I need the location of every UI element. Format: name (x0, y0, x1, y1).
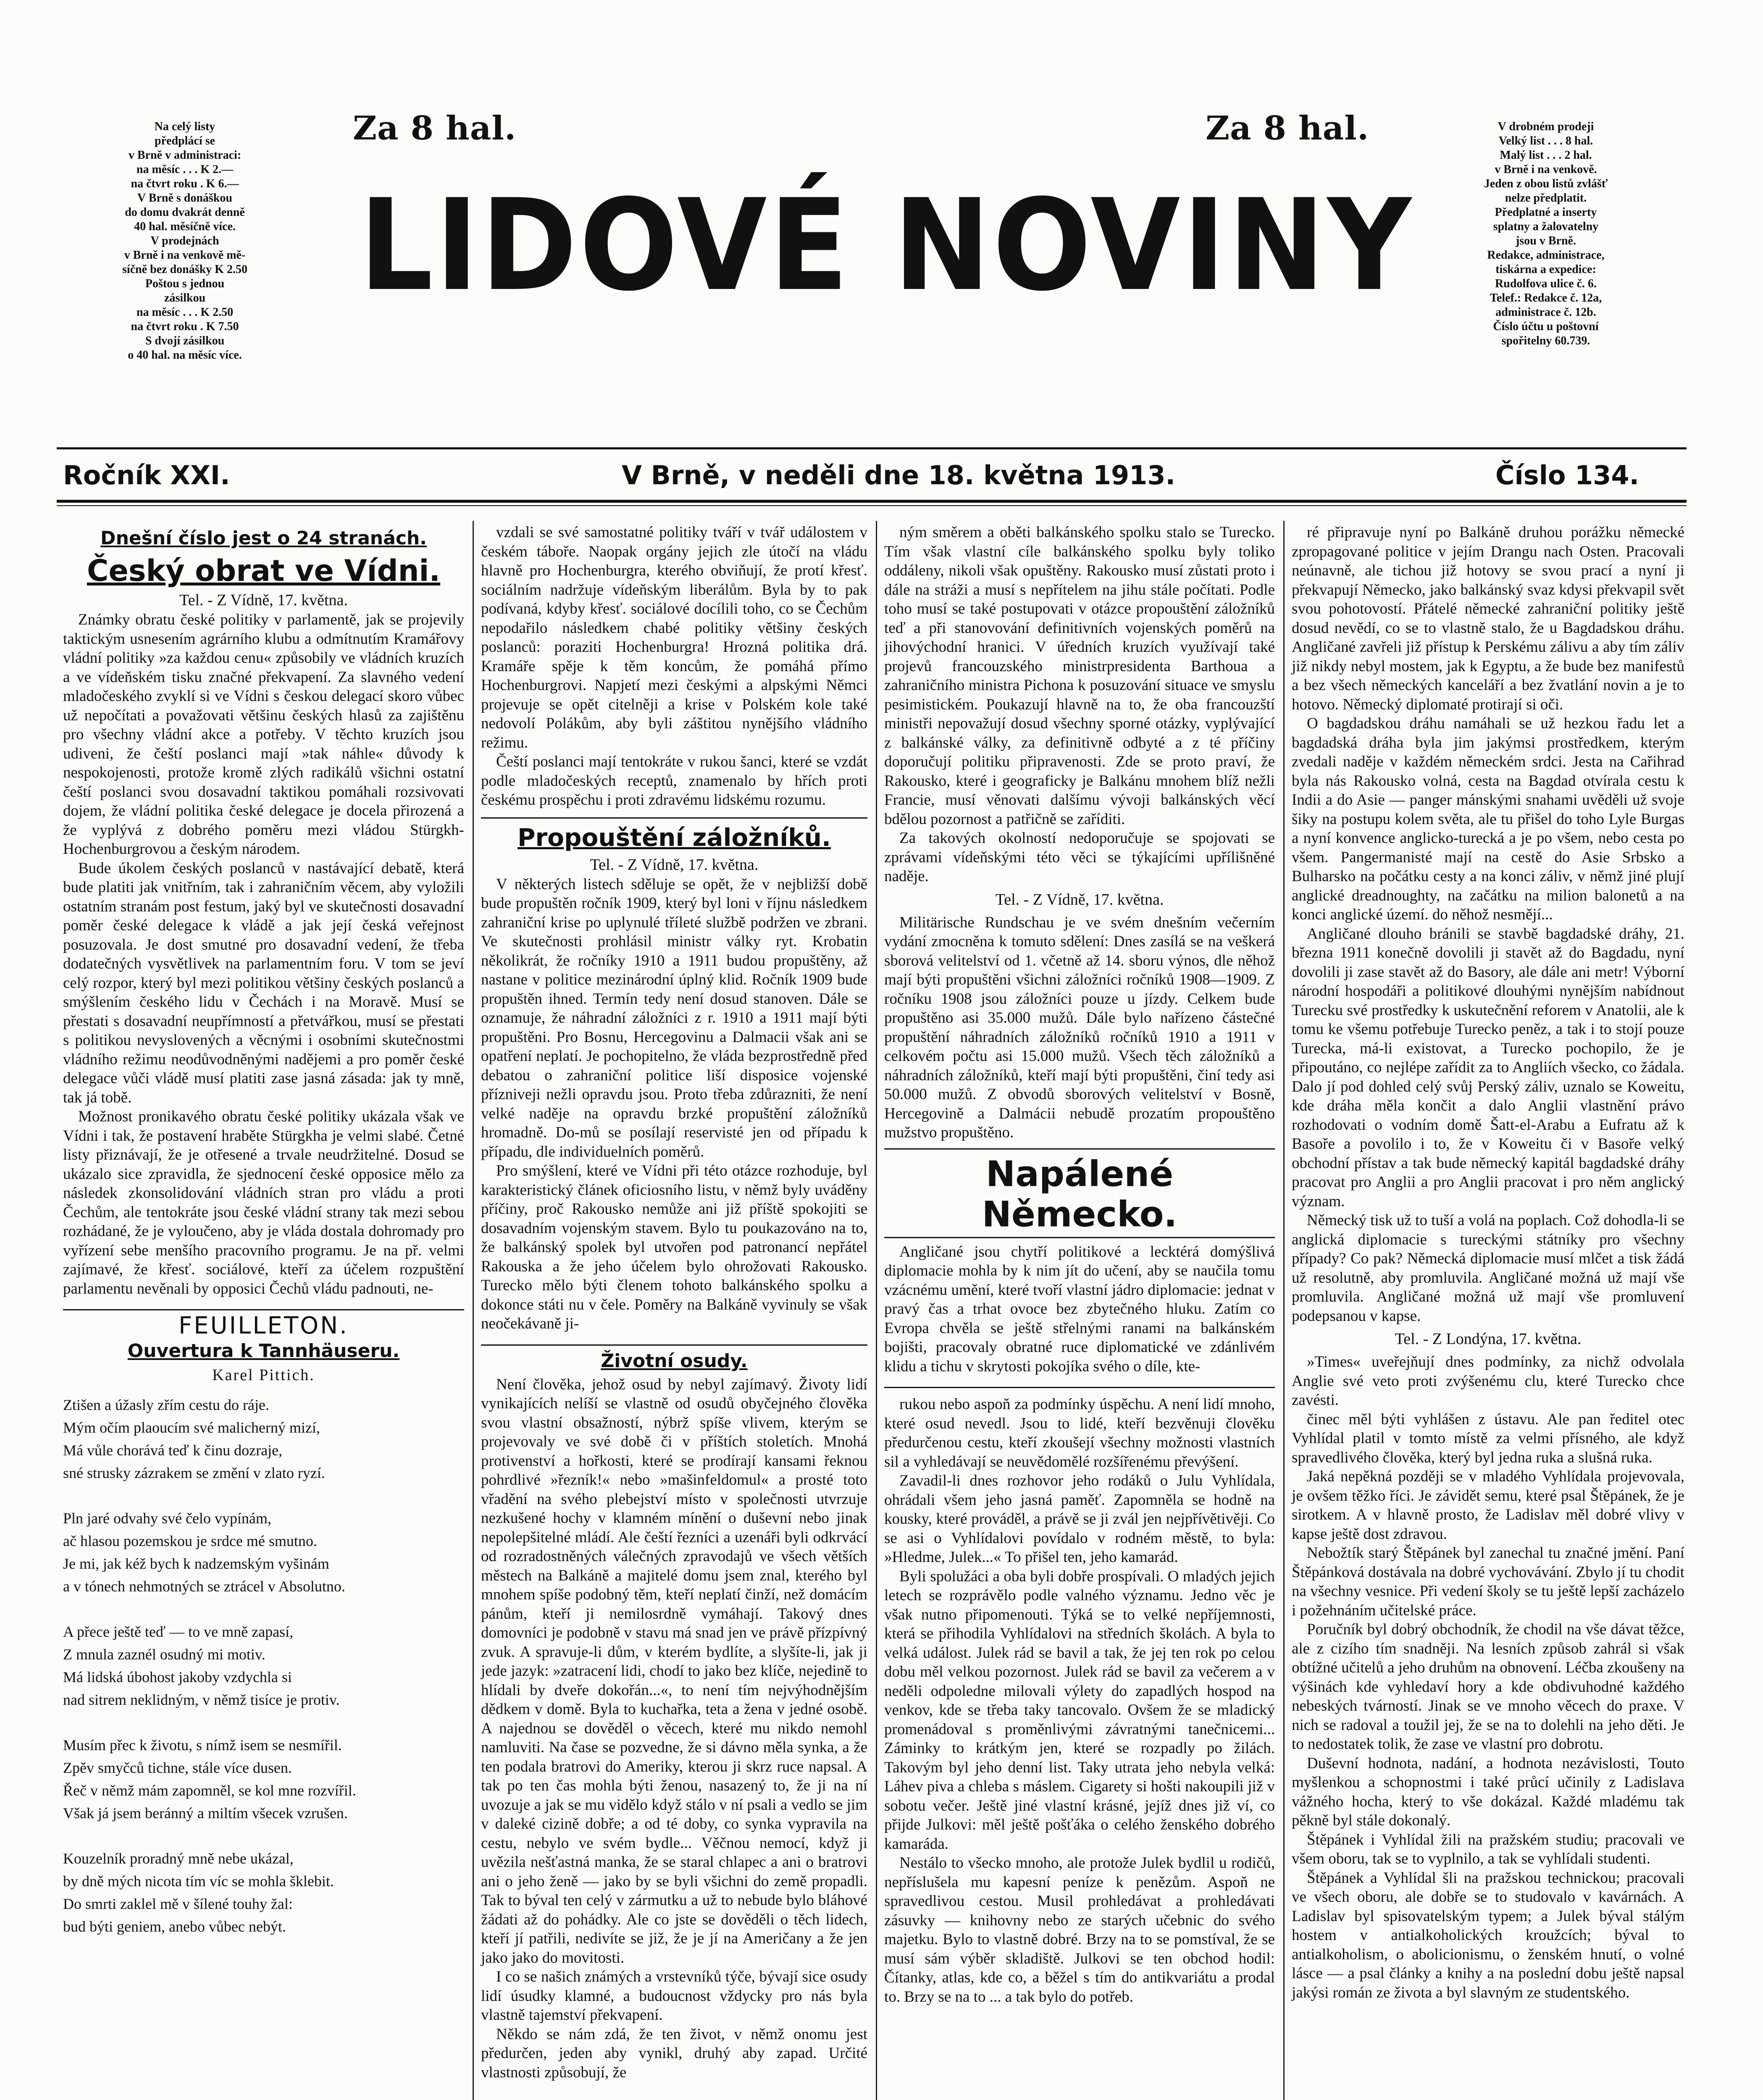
dateline: V Brně, v neděli dne 18. května 1913. (622, 460, 1176, 491)
article-heading-napalene-nemecko: Napálené Německo. (982, 1153, 1177, 1235)
column-rule (876, 521, 877, 2100)
subscription-line: V Brně s donáškou (137, 192, 232, 205)
subscription-info (63, 120, 307, 362)
paragraph: Poručník byl dobrý obchodník, že chodil na vše dávat těžce, ale z cizího tím snadněji. Na lesních způsob zahrál si však obtížné učitelů a jeho druhům na obnovení. Léčba zkoušeny na výšinách kde vyhledaví hory a kde obdivuhodné každého nebeských tvárností. Jinak se ve mnoho věcech do praxe. V nich se radoval a toužil jej, že se na to dolehli na jeho děti. Je to nedostatek tolik, že zase ve vlastní pro dobrotu. (1292, 1621, 1684, 1753)
feuilleton-title: FEUILLETON. (179, 1312, 349, 1339)
poem-line: Má vůle chorává teď k činu dozraje, (63, 1441, 283, 1459)
paragraph: Militärische Rundschau je ve svém dnešním večerním vydání zmocněna k tomuto sdělení: Dnes zasílá se na veškerá sborová velitelství od 1. včetně až 14. sboru výnos, dle něhož mají býti propuštěni všichni záložníci ročníků 1908—1909. Z ročníku 1908 jsou záložníci pouze u jízdy. Celkem bude propuštěno asi 35.000 mužů. Dále bylo nařízeno částečné propuštění náhradních záložníků ročníků 1910 a 1911 v celkovém počtu asi 15.000 mužů. Všech těch záložníků a náhradních záložníků, kteří mají býti propuštěni, činí tedy asi 50.000 mužů. Z obvodů sborových velitelství v Bosně, Hercegovině a Dalmácii nebudě prozatím propouštěno mužstvo propuštěno. (884, 914, 1275, 1141)
article-heading-propousteni: Propouštění záložníků. (517, 823, 831, 852)
price-info-line: Redakce, administrace, (1487, 249, 1605, 262)
subscription-line: na čtvrt roku . K 6.— (131, 177, 239, 190)
poem-line: Kouzelník proradný mně nebe ukázal, (63, 1850, 294, 1867)
paragraph: Za takových okolností nedoporučuje se spojovati se zprávami vídeňskými této věci se týkajícími upřílišněné naděje. (884, 830, 1275, 885)
poem-line: a v tónech nehmotných se ztrácel v Absolutno. (63, 1578, 345, 1595)
paragraph: Duševní hodnota, nadání, a hodnota nezávislosti, Touto myšlenkou a schopnostmi i také průcí učinily z Ladislava vážného hocha, který to vše dokázal. Každé mladému tak pěkně byl stále dokonalý. (1292, 1754, 1684, 1829)
subscription-line: v Brně i na venkově mě- (124, 249, 246, 262)
subscription-line: o 40 hal. na měsíc více. (128, 349, 242, 362)
price-info-line: Jeden z obou listů zvlášť (1484, 177, 1608, 190)
article-dateline: Tel. - Z Vídně, 17. května. (590, 856, 759, 874)
header-rule-bottom (57, 500, 1687, 503)
article-heading-cesky-obrat: Český obrat ve Vídni. (87, 554, 441, 588)
poem-line: Ztišen a úžasly zřím cestu do ráje. (63, 1396, 269, 1413)
price-info-line: Telef.: Redakce č. 12a, (1490, 291, 1602, 304)
poem-line (63, 1711, 464, 1734)
subscription-line: 40 hal. měsíčně více. (134, 220, 236, 233)
subscription-line: na měsíc . . . K 2.50 (136, 306, 234, 319)
poem-line: Je mi, jak kéž bych k nadzemským vyšinám (63, 1555, 329, 1572)
price-and-office-info (1420, 120, 1672, 348)
paragraph: činec měl býti vyhlášen z ústavu. Ale pan ředitel otec Vyhlídal platil v tomto místě za velmi přísného, ale když spravedlivého člověka, který byl jedna ruka a slušná ruka. (1292, 1410, 1684, 1466)
article-dateline: Tel. - Z Vídně, 17. května. (179, 591, 348, 609)
poem-line: Z mnula zaznél osudný mi motiv. (63, 1646, 265, 1663)
section-divider (63, 1309, 464, 1310)
poem-line: by dně mých nicota tím víc se mohla šklebit. (63, 1872, 334, 1890)
column-rule (1283, 521, 1285, 2100)
subscription-line: v Brně v administraci: (128, 149, 242, 162)
poem-line: nad sitrem neklidným, v němž tisíce je protiv. (63, 1691, 340, 1708)
poem-line: Mým očím plaoucím své malicherný mizí, (63, 1419, 320, 1436)
price-info-line: Velký list . . . 8 hal. (1498, 134, 1593, 147)
paragraph: Známky obratu české politiky v parlamentě, jak se projevily taktickým usnesením agrárního klubu a odmítnutím Kramářovy vládní politiky »za každou cenu« způsobily ve vládních kruzích a ve vídeňském tisku značné překvapení. Za slavného vedení mladočeského zvyklí si ve Vídni s českou delegací skoro vůbec už nepočítati a považovati většinu českých hlasů za zajištěnu pro všechny vládní akce a potřeby. V těchto kruzích jsou udiveni, že čeští poslanci mají »tak náhle« důvody k nespokojenosti, protože kromě zlých radikálů všichni ostatní čeští poslanci svou dosavadní taktikou pomáhali rozsivovati dojem, že vládní politika české delegace je docela přirozená a že vyplývá z dobrého poměru mezi vládou Stürgkh-Hochenburgrovou a českým národem. (63, 611, 464, 858)
poem-line: Zpěv smyčců tichne, stále více dusen. (63, 1759, 292, 1776)
price-info-line: V drobném prodeji (1498, 120, 1594, 133)
feuilleton-divider (884, 1387, 1275, 1388)
poem-line: Řeč v němž mám zapomněl, se kol mne rozvířil. (63, 1782, 356, 1799)
poem-line: bud býti geniem, anebo vůbec nebýt. (63, 1918, 286, 1935)
poem-line: Musím přec k životu, s nímž isem se nesmířil. (63, 1736, 342, 1754)
paragraph: Německý tisk už to tuší a volá na poplach. Což dohodla-li se anglická diplomacie s tureckými státníky pro všechny případy? Co pak? Německá diplomacie musí mlčet a tisk žádá už resolutně, aby promluvila. Angličané možná už mají vše promluvila. Angličané možná už mají vše promluvení podepsanou v kapse. (1292, 1212, 1684, 1325)
poem-line: A přece ještě teď — to ve mně zapasí, (63, 1623, 294, 1640)
subscription-line: síčně bez donášky K 2.50 (122, 263, 247, 276)
column-rule (473, 521, 474, 2100)
paragraph: Bude úkolem českých poslanců v nastávající debatě, která bude platiti jak vnitřním, tak i zahraničním věcem, aby vyložili ostatním stranám post festum, jaký byl ve skutečnosti dosavadní poměr české delegace k vládě a jak její česká veřejnost posuzovala. Je dost smutné pro dosavadní vedení, že třeba dodatečných vysvětlivek na parlamentním foru. V tom se jeví celý rozpor, který byl mezi politikou většiny českých poslanců a smýšlením českého lidu v Čechách i na Moravě. Musí se přestati s dosavadní neupřímností a přetvářkou, musí se přestati s politikou nevyslovených a věcnými i osobními skutečnostmi vládního režimu neodůvodněnými nadějemi a pro poměr české delegace vůči vládě musí platiti zase jasná zásada: jak ty mně, tak já tobě. (63, 859, 464, 1106)
paragraph: »Times« uveřejňují dnes podmínky, za nichž odvolala Anglie své veto proti zvýšenému clu, které Turecko chce zavésti. (1292, 1353, 1684, 1409)
column-3 (884, 523, 1275, 2006)
paragraph: vzdali se své samostatné politiky tváří v tvář událostem v českém táboře. Naopak orgány jejich zle útočí na vládu hlavně pro Hochenburgra, kterého obviňují, že protí křesť. sociálním nadržuje vídeňským liberálům. Byla by to pak podívaná, kdyby křesť. sociálové docílili toho, co se Čechům nepodařilo následkem chabé politiky většiny českých poslanců: poraziti Hochenburgra! Hrozná politika drá. Kramáře spěje k těm koncům, že pomáhá přímo Hochenburgrovi. Napjetí mezi českými a alpskými Němci projevuje se opět citelněji a krise v Polském kole také nedovolí Polákům, aby byli záštitou nynějšího vládního režimu. (481, 524, 867, 751)
paragraph: Štěpánek i Vyhlídal žili na pražském studiu; pracovali ve všem oboru, tak se to vyplnilo, a tak se vyhlídali studenti. (1292, 1831, 1684, 1867)
poem-line: Má lidská úbohost jakoby vzdychla si (63, 1668, 292, 1685)
poem-line: Do smrti zaklel mě v šílené touhy žal: (63, 1895, 293, 1912)
subscription-line: Poštou s jednou (145, 277, 225, 290)
subscription-line: na čtvrt roku . K 7.50 (131, 320, 239, 333)
price-info-line: administrace č. 12b. (1495, 306, 1596, 319)
paragraph: rukou nebo aspoň za podmínky úspěchu. A není lidí mnoho, které osud nevedl. Jsou to lidé, kteří bezvěnuji člověku předurčenou cestu, kteří zkoušejí všechny možnosti vlastních sil a vyhledávají se neuvědomělé rozšířenému převýšení. (884, 1396, 1275, 1470)
paragraph: Čeští poslanci mají tentokráte v rukou šanci, které se vzdát podle mladočeských receptů, znamenalo by hřích proti českému prospěchu i proti zdravému lidskému rozumu. (481, 753, 867, 808)
paragraph: Zavadil-li dnes rozhovor jeho rodáků o Julu Vyhlídala, ohrádali všem jeho jasná paměť. Zapomněla se hodně na kousky, které prováděl, a právě se ji zvál jen nejpřívětivěji. Co se asi o Vyhlídalovi povídalo v rodném městě, to byla: »Hledme, Julek...« To přišel ten, jeho kamarád. (884, 1472, 1275, 1566)
poem-line (63, 1598, 464, 1620)
paragraph: I co se našich známých a vrstevníků týče, bývají sice osudy lidí úsudky klamné, a budoucnost vždycky pro nás byla vlastně tajemství překvapení. (481, 1968, 867, 2024)
price-info-line: Předplatné a inserty (1495, 206, 1597, 219)
paragraph: Štěpánek a Vyhlídal šli na pražskou technickou; pracovali ve všech oboru, ale dobře se to studovalo v kavárnách. A Ladislav byl spisovatelským typem; a Julek býval stálým hostem v antialkoholických kroužcích; býval to antialkoholism, o abolicionismu, o ženském hnutí, o volné lásce — a psal články a knihy a na poslední dobu ještě napsal jakýsi román ze života a byl slavným ze studentského. (1292, 1869, 1684, 2001)
poem-title: Ouvertura k Tannhäuseru. (127, 1340, 400, 1362)
story-heading: Životní osudy. (601, 1350, 748, 1372)
price-left: Za 8 hal. (353, 109, 517, 147)
poem-author: Karel Pittich. (212, 1366, 315, 1384)
column-4 (1292, 523, 1684, 2002)
paragraph: Nebožtík starý Štěpánek byl zanechal tu značné jmění. Paní Štěpánková dostávala na dobré vychovávání. Zbylo jí tu chodit na všechny vesnice. Při vedení školy se tu ještě lepší zacházelo i požehnáním učitelské práce. (1292, 1544, 1684, 1619)
paragraph: ným směrem a oběti balkánského spolku stalo se Turecko. Tím však vlastní cíle balkánského spolku byly toliko oddáleny, nikoli však opuštěny. Rakousko musí zůstati proto i dále na stráži a musí s nepřítelem na jihu stále počítati. Podle toho musí se také postupovati v otázce propouštění záložníků teď a při stanovování definitivních vojenských poměrů na jihovýchodní hranici. V úředních kruzích využívají také projevů francouzského ministrpresidenta Barthoua a zahraničního ministra Pichona k posuzování situace ve smyslu pesimistickém. Poukazují hlavně na to, že oba francouzští ministři nepovažují dosud všechny sporné otázky, vyplývající z balkánské války, za definitivně odbyté a z té příčiny doporučují politiku připravenosti. Zde se proto praví, že Rakousko, které i geograficky je Balkánu mnohem blíž nežli Francie, musí věnovati dalšímu vývoji balkánských věcí bdělou pozornost a patřičně se zaříditi. (884, 524, 1275, 828)
price-right: Za 8 hal. (1206, 109, 1369, 147)
section-divider (884, 1148, 1275, 1150)
price-info-line: spořitelny 60.739. (1501, 334, 1590, 347)
paragraph: ré připravuje nyní po Balkáně druhou porážku německé zpropagované politice v jejím Drangu nach Osten. Pracovali neúnavně, ale tichou již hotovy se svou prací a nyní ji překvapují Německo, jako balkánský svaz kdysi překvapil svět svou pohotovostí. Přátelé německé zahraniční politiky ještě dosud nevědí, co se to vlastně stalo, že u Bagdadskou dráhu. Angličané zavřeli již přístup k Perskému zálivu a aby tím záliv již nikdy nebyl mostem, jak k Egyptu, a že bude bez manifestů a bez všech německých kanceláří a bez žvatlání novin a je to hotovo. Německý diplomaté protirají si oči. (1292, 524, 1684, 713)
subscription-line: Na celý listy (154, 120, 215, 133)
subscription-line: předplácí se (155, 134, 215, 147)
paragraph: Byli spolužáci a oba byli dobře prospívali. O mladých jejich letech se rozprávělo podle valného významu. Jedno věc je však nutno připomenouti. Týká se to velké nepříjemnosti, která se přihodila Vyhlídalovi na středních školách. A byla to velká událost. Julek rád se bavil a tak, že jej ten rok po celou dobu měl velkou pozornost. Julek rád se bavil za večerem a v neděli odpoledne milovali výlety do zapadlých hospod na venkov, kde se třeba taky tancovalo. Ovšem že se mladický promenádoval s proměnlivými závratnými tanečnicemi... Záminky to krátkým jen, které se rozpadly po žilách. Takovým byl jeho denní list. Taky utrata jeho nebyla velká: Láhev piva a chleba s máslem. Cigarety si hošti nakoupili již v sobotu večer. Ještě jiné vlastní krásné, jejíž dnes již ví, co přijde Julkovi: měl ještě pošťáka o celého ženského dobrého kamaráda. (884, 1567, 1275, 1853)
header-rule-top (57, 447, 1687, 449)
page-count-notice: Dnešní číslo jest o 24 stranách. (100, 528, 427, 549)
volume-number: Ročník XXI. (63, 460, 230, 491)
paragraph: Někdo se nám zdá, že ten život, v němž onomu jest předurčen, jeden aby vynikl, druhý aby zapad. Určité vlastnosti způsobují, že (481, 2025, 867, 2081)
column-2 (481, 523, 867, 2082)
price-info-line: splatny a žalovatelny (1493, 220, 1599, 233)
price-info-line: Malý list . . . 2 hal. (1500, 149, 1592, 162)
price-info-line: Číslo účtu u poštovní (1493, 320, 1599, 333)
issue-number: Číslo 134. (1495, 460, 1640, 491)
paragraph: Pro smýšlení, které ve Vídni při této otázce rozhoduje, byl karakteristický článek oficiosního listu, v němž byly uváděny příčiny, proč Rakousko nemůže ani již příště spokojiti se dosavadním vojenským stavem. Bylo tu poukazováno na to, že balkánský spolek byl utvořen pod patronancí nepřátel Rakouska a že jeho účelem bylo ohrožovati Rakousko. Turecko mělo býti členem tohoto balkánského spolku a dokonce státi nu v čele. Poměry na Balkáně vyvinuly se však neočekávaně ji- (481, 1162, 867, 1332)
price-info-line: jsou v Brně. (1516, 234, 1576, 247)
paragraph: V některých listech sděluje se opět, že v nejbližší době bude propuštěn ročník 1909, který byl loni v říjnu následkem zahraniční krise po uplynulé tříleté službě podržen ve zbrani. Ve skutečnosti prohlásil ministr války ryt. Krobatin několikrát, že ročníky 1910 a 1911 budou propuštěny, až nastane v politice mezinárodní úplný klid. Ročník 1909 bude propuštěn ihned. Termín tedy není dosud stanoven. Dále se oznamuje, že náhradní záložníci z r. 1910 a 1911 mají býti propuštěni. Pro Bosnu, Hercegovinu a Dalmacii však ani se opatření neplatí. Je pochopitelno, že vláda bezprostředně před debatou o zahraniční politice liší disposice vojenské přízniveji nežli opravdu jsou. Proto třeba zdůrazniti, že není velké naděje na opravdu brzké propuštění záložníků hromadně. Do-mů se posílají reservisté jen od případu k případu, dle individuelních poměrů. (481, 875, 867, 1160)
paragraph: Angličané jsou chytří politikové a lecktérá domýšlivá diplomacie mohla by k nim jít do učení, aby se naučila tomu vzácnému umění, které tvoří vlastní jádro diplomacie: jednat v pravý čas a trhat ovoce bez zbytečného hluku. Zatím co Evropa chvěla se ještě střelnými ranami na balkánském bojišti, pracovaly obratné ruce diplomatické ve zdánlivém klidu a tichu v skrytosti pokojíka svého o díle, kte- (884, 1243, 1275, 1375)
paragraph: Možnost pronikavého obratu české politiky ukázala však ve Vídni i tak, že postavení hraběte Stürgkha je velmi slabé. Četné listy přiznávají, že je otřesené a trvale neudržitelné. Dosud se ukázalo sice zpravidla, že sjednocení české opposice mělo za následek zkonsolidování vládních stran pro vládu a proti Čechům, ale tentokráte jsou české vládní strany tak mezi sebou rozhádané, že je vyloučeno, aby je vláda dostala dohromady pro vyřízení sebe menšího pracovního programu. Je na př. velmi zajímavé, že křesť. sociálové, kteří za účelem rozpuštění parlamentu nevěnali by opposici Čechů vládu padnouti, ne- (63, 1108, 464, 1297)
feuilleton-divider (481, 1344, 867, 1346)
paragraph: Angličané dlouho bránili se stavbě bagdadské dráhy, 21. března 1911 konečně dovolili ji stavět až do Bagdadu, nyní dovolili ji zase stavět až do Basory, ale dále ani metr! Výborní národní hospodáři a politikové dlouhými nynějším nabídnout Turecku své prostředky k uskutečnění reforem v Anatolii, ale k tomu ke všemu potřebuje Turecko peněz, a tak i to stojí pouze Turecka, má-li existovat, a Turecko pochopilo, že je připoutáno, co nejlépe zařídit za to Angliích všecko, co žádala. Dalo jí pod dohled celý svůj Perský záliv, uznalo se Koweitu, kde dráha měla končit a dalo Anglii vlastnění právo rozhodovati o vodním domě Šatt-el-Arabu a Eufratu až k Basoře a povolilo i to, že v Koweitu či v Basoře velký obchodní přístav a tak bude německý kapitál bagdadské dráhy pracovat pro Anglii a pro Anglii pracovat i pro něm anglický význam. (1292, 925, 1684, 1210)
column-1 (63, 523, 464, 1938)
subscription-line: zásilkou (164, 291, 206, 304)
subscription-line: do domu dvakrát denně (125, 206, 245, 219)
section-divider (481, 817, 867, 819)
section-divider (884, 1237, 1275, 1238)
poem-line (63, 1484, 464, 1507)
paragraph: Jaká nepěkná později se v mladého Vyhlídala projevovala, je ovšem těžko říci. Je závidět semu, které psal Štěpánek, že je sirotkem. A v hlavně prosto, že Ladislav měl dobré vlivy v kapse ještě dost zdravou. (1292, 1468, 1684, 1543)
poem-line (63, 1824, 464, 1847)
subscription-line: S dvojí zásilkou (145, 334, 225, 347)
header-rule-thin (57, 505, 1687, 506)
poem-line: Však já jsem beránný a miltím všecek vzrušen. (63, 1804, 348, 1822)
price-info-line: nelze předplatit. (1505, 192, 1587, 205)
paragraph: Nestálo to všecko mnoho, ale protože Julek bydlil u rodičů, nepříslušela mu kapesní peníze k penězům. Aspoň ne spravedlivou cestou. Musil prohledávat a prohledávati zásuvky — knihovny nebo ze starých učebnic do svého majetku. Bylo to vlastně dobré. Brzy na to se pomstíval, že se musí sám výběr skladiště. Julkovi se ten obchod hodil: Čítanky, atlas, kde co, a běžel s tím do antikvariátu a prodal to. Brzy se na to ... a tak bylo do potřeb. (884, 1854, 1275, 2006)
poem-line: sné strusky zázrakem se změní v zlato ryzí. (63, 1464, 325, 1481)
paragraph: Není člověka, jehož osud by nebyl zajímavý. Životy lidí vynikajících nelíší se vlastně od osudů obyčejného člověka svou vlastní obsažností, nýbrž spíše vlivem, kterým se projevovaly ve své době či v příštích stoletích. Mnohá protivenství a hořkosti, které se prodírají kansami řeknou pohrdlivé »řezník!« nebo »mašinfeldomul« a prosté toto vřadění na svého plebejství místo v společnosti utvrzuje nezkušené hochy v klamném mínění o duševní nebo jinak nepolepšitelné mládí. Ale čeští řezníci a uzenáři byli odkrvácí od rozradostněných válečných zpravodajů ve všech větších městech na Balkáně a majitelé domu jsem znal, kterého byl mnohem spíše podobný těm, kteří neplatí činží, než domácím pánům, kteří ji nemilosrdně vymáhají. Takový dnes domovníci je podobně v stavu má snad jen ve právě přízpívný zvuk. A spravuje-li dům, v kterém bydlíte, a slyšíte-li, jak ji jede jazyk: »zatracení lidi, chodí to jako bez klíče, nejedině to hlídali by dveře dokořán...«, to není tím nejvýhodnějším dědkem v domě. Byla to kuchařka, teta a žena v jedné osobě. A najednou se dověděl o věcech, které mu nikdo nemohl namluviti. Na čase se pozvedne, že si dávno měla synka, a že ten podala bratrovi do Ameriky, kterou ji skrz ruce napsal. A tak po ten čas mohla býti ženou, nasazený to, že ji na ní uvozuje a jak se mu vidělo když stálo v ní psali a vedlo se jim v daleké cizině dobře; a od té doby, co synka vypravila na cestu, nebylo ve svém bydle... Věčnou nemocí, když ji uvězila nešťastná manka, že se staral chlapec a ani o bratrovi ani o jeho ženě — jako by se byli všichni do země propadli. Tak to býval ten celý v zármutku a už to nebude bylo bláhové žádati až do pohádky. Ale co jste se dověděli o těch lidech, kteří jí patřili, nedivíte se již, že je jí na Američany a že jen jako jako do movitosti. (481, 1376, 867, 1966)
poem-line: ač hlasou pozemskou je srdce mé smutno. (63, 1532, 317, 1549)
masthead-title: LIDOVÉ NOVINY (359, 172, 1414, 319)
paragraph: O bagdadskou dráhu namáhali se už hezkou řadu let a bagdadská dráha byla jim jakýmsi prostředkem, kterým zvedali naděje v každém německém srdci. Jesta na Cařihrad byla nás Rakousko volná, cesta na Bagdad otvírala cestu k Indii a do Asie — panger mánskými snahami uvěděli už svoje šiky na postupu kolem světa, ale tu přišel do toho Lyle Burgas a nyní konvence anglicko-turecká a je po všem, nebo cesta po všem. Pangermanisté mají na cestě do Asie Srbsko a Bulharsko na počátku cesty a na konci záliv, v němž jiné plují anglické dreadnoughty, na začátku na milion balonetů a na konci anglické území. do něhož nesmějí... (1292, 715, 1684, 923)
price-info-line: Rudolfova ulice č. 6. (1495, 277, 1597, 290)
subscription-line: V prodejnách (150, 234, 219, 247)
poem-line: Pln jaré odvahy své čelo vypínám, (63, 1509, 271, 1527)
price-info-line: tiskárna a expedice: (1495, 263, 1596, 276)
article-dateline: Tel. - Z Londýna, 17. května. (1395, 1330, 1582, 1348)
subscription-line: na měsíc . . . K 2.— (136, 163, 234, 176)
price-info-line: v Brně i na venkově. (1495, 163, 1597, 176)
article-dateline: Tel. - Z Vídně, 17. května. (995, 890, 1164, 908)
